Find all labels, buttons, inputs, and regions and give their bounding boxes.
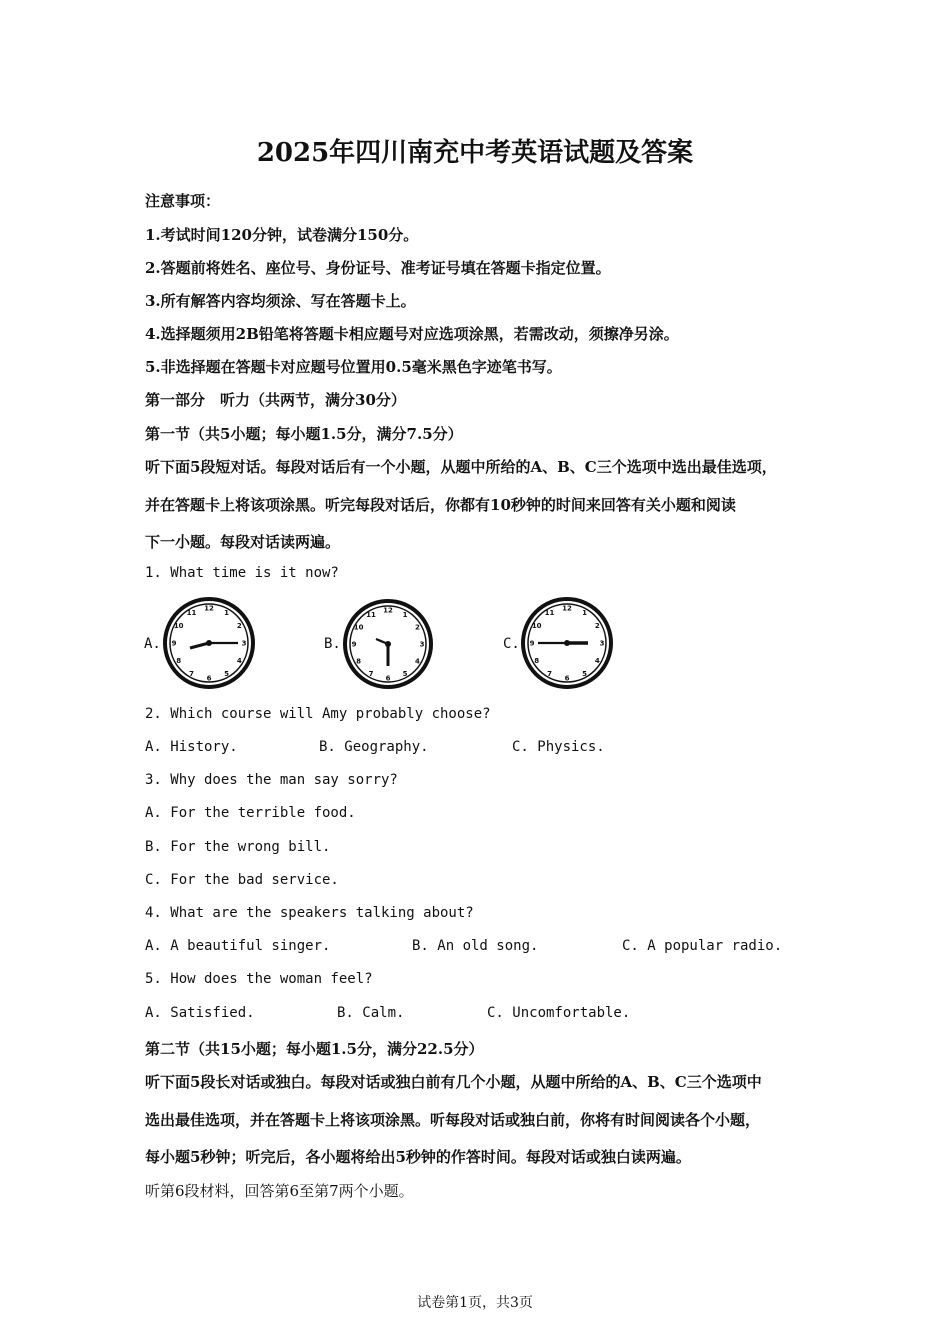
- section2-instructions: 听下面5段长对话或独白。每段对话或独白前有几个小题，从题中所给的A、B、C三个选项中: [145, 1073, 762, 1091]
- clock-numeral: 2: [594, 622, 600, 630]
- section2-material-note: 听第6段材料，回答第6至第7两个小题。: [145, 1182, 414, 1200]
- clock-numeral: 2: [414, 623, 420, 632]
- clock-numeral: 6: [385, 674, 391, 683]
- clock-numeral: 4: [594, 657, 600, 665]
- clock-numeral: 12: [383, 606, 393, 615]
- section1-instructions: 并在答题卡上将该项涂黑。听完每段对话后，你都有10秒钟的时间来回答有关小题和阅读: [145, 496, 736, 514]
- clock-option-a-image: [160, 596, 258, 690]
- clock-numeral: 9: [171, 639, 177, 648]
- q5-option-b: B. Calm.: [337, 1005, 405, 1021]
- section2-instructions: 每小题5秒钟；听完后，各小题将给出5秒钟的作答时间。每段对话或独白读两遍。: [145, 1148, 691, 1166]
- clock-numeral: 4: [236, 657, 242, 665]
- clock-option-c-image: [518, 596, 616, 690]
- clock-numeral: 2: [236, 622, 242, 630]
- clock-numeral: 5: [224, 669, 229, 678]
- clock-numeral: 5: [402, 669, 408, 678]
- clock-numeral: 12: [204, 604, 214, 613]
- notice-item: 2.答题前将姓名、座位号、身份证号、准考证号填在答题卡指定位置。: [145, 259, 611, 277]
- q1-option-a-label: A.: [144, 636, 161, 652]
- part1-heading: 第一部分 听力（共两节，满分30分）: [145, 391, 406, 409]
- q4-option-c: C. A popular radio.: [622, 938, 783, 954]
- section2-heading: 第二节（共15小题；每小题1.5分，满分22.5分）: [145, 1040, 484, 1058]
- clock-numeral: 10: [353, 623, 364, 632]
- clock-numeral: 5: [582, 669, 587, 678]
- q3-option-a: A. For the terrible food.: [145, 805, 356, 821]
- notice-item: 4.选择题须用2B铅笔将答题卡相应题号对应选项涂黑，若需改动，须擦净另涂。: [145, 325, 679, 343]
- question-5: 5. How does the woman feel?: [145, 971, 373, 987]
- clock-numeral: 6: [206, 674, 212, 683]
- clock-numeral: 1: [402, 611, 408, 620]
- notice-item: 1.考试时间120分钟，试卷满分150分。: [145, 226, 419, 244]
- q1-option-b-label: B.: [324, 636, 341, 652]
- q4-option-a: A. A beautiful singer.: [145, 938, 331, 954]
- clock-numeral: 11: [186, 609, 197, 618]
- q2-option-c: C. Physics.: [512, 739, 605, 755]
- section1-instructions: 下一小题。每段对话读两遍。: [145, 533, 341, 551]
- section2-instructions: 选出最佳选项，并在答题卡上将该项涂黑。听每段对话或独白前，你将有时间阅读各个小题，: [145, 1111, 761, 1129]
- page-title: 2025年四川南充中考英语试题及答案: [256, 138, 694, 168]
- clock-numeral: 12: [562, 604, 572, 613]
- clock-numeral: 3: [241, 639, 247, 648]
- notice-item: 3.所有解答内容均须涂、写在答题卡上。: [145, 292, 416, 310]
- clock-numeral: 10: [531, 622, 542, 630]
- question-3: 3. Why does the man say sorry?: [145, 772, 398, 788]
- section1-instructions: 听下面5段短对话。每段对话后有一个小题，从题中所给的A、B、C三个选项中选出最佳选项，: [145, 458, 777, 476]
- clock-numeral: 8: [176, 657, 182, 665]
- q4-option-b: B. An old song.: [412, 938, 539, 954]
- q2-option-b: B. Geography.: [319, 739, 429, 755]
- q3-option-c: C. For the bad service.: [145, 872, 339, 888]
- clock-numeral: 9: [351, 640, 357, 649]
- clock-numeral: 4: [414, 657, 420, 666]
- clock-numeral: 1: [582, 609, 587, 618]
- clock-numeral: 3: [599, 639, 605, 648]
- q5-option-a: A. Satisfied.: [145, 1005, 255, 1021]
- page-footer: 试卷第1页，共3页: [417, 1295, 533, 1311]
- q2-option-a: A. History.: [145, 739, 238, 755]
- section1-heading: 第一节（共5小题；每小题1.5分，满分7.5分）: [145, 425, 463, 443]
- clock-numeral: 11: [544, 609, 555, 618]
- question-2: 2. Which course will Amy probably choose?: [145, 706, 491, 722]
- notice-heading: 注意事项：: [145, 192, 221, 210]
- clock-numeral: 7: [547, 669, 552, 678]
- clock-numeral: 3: [419, 640, 425, 649]
- clock-option-b-image: [340, 598, 436, 690]
- q5-option-c: C. Uncomfortable.: [487, 1005, 631, 1021]
- notice-item: 5.非选择题在答题卡对应题号位置用0.5毫米黑色字迹笔书写。: [145, 358, 562, 376]
- question-1: 1. What time is it now?: [145, 565, 339, 581]
- clock-numeral: 1: [224, 609, 229, 618]
- q1-option-c-label: C.: [503, 636, 520, 652]
- clock-numeral: 10: [173, 622, 184, 630]
- clock-numeral: 7: [368, 669, 374, 678]
- clock-numeral: 8: [356, 657, 362, 666]
- question-4: 4. What are the speakers talking about?: [145, 905, 474, 921]
- clock-numeral: 6: [564, 674, 570, 683]
- clock-numeral: 11: [366, 611, 376, 620]
- q3-option-b: B. For the wrong bill.: [145, 839, 331, 855]
- clock-numeral: 9: [529, 639, 535, 648]
- clock-numeral: 8: [534, 657, 540, 665]
- clock-numeral: 7: [189, 669, 194, 678]
